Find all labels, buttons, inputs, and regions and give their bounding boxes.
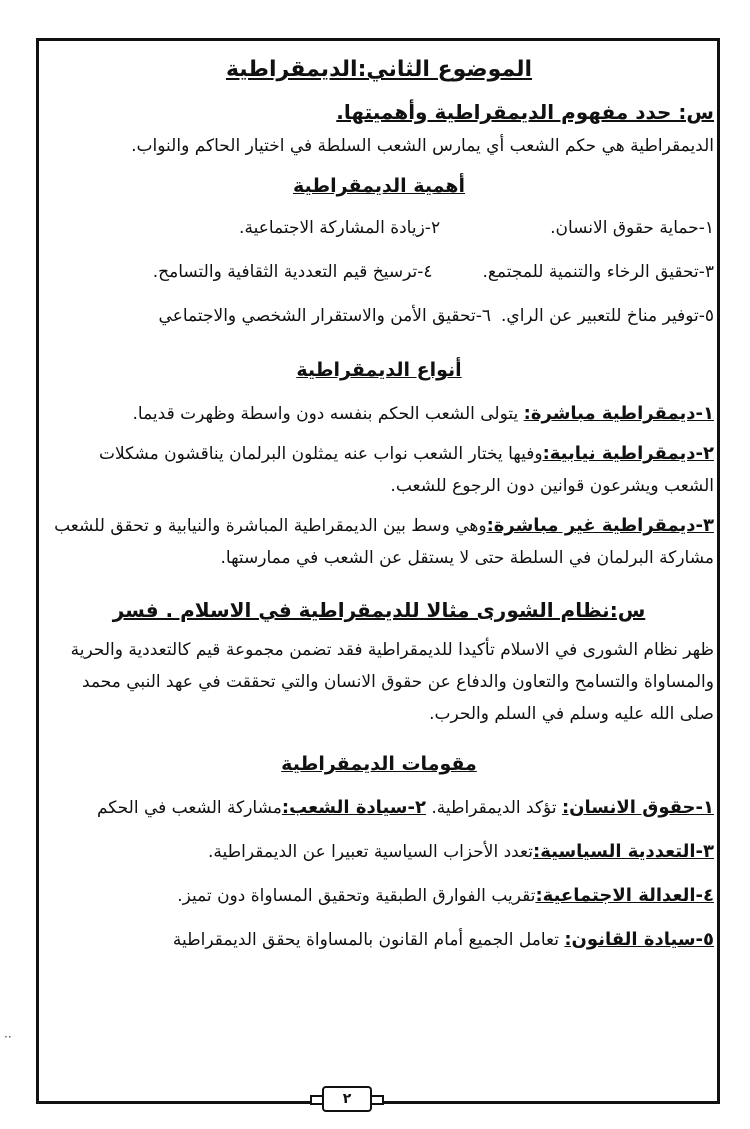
type-item [44,510,714,574]
importance-heading: أهمية الديمقراطية [293,175,465,197]
type-term: ٣-ديمقراطية غير مباشرة: [486,515,714,536]
type-text: يتولى الشعب الحكم بنفسه دون واسطة وظهرت قديما. [132,404,524,424]
question-2: س:نظام الشورى مثالا للديمقراطية في الاسلام . فسر [112,598,646,622]
question-1: س: حدد مفهوم الديمقراطية وأهميتها. [336,100,714,124]
pillars-heading: مقومات الديمقراطية [281,753,477,775]
type-item [44,438,714,502]
importance-row-2 [44,250,714,294]
page-title: الموضوع الثاني:الديمقراطية [225,57,533,82]
importance-item: ٣-تحقيق الرخاء والتنمية للمجتمع. [482,262,714,282]
definition-text: الديمقراطية هي حكم الشعب أي يمارس الشعب السلطة في اختيار الحاكم والنواب. [131,136,714,156]
type-term: ١-ديمقراطية مباشرة: [523,403,714,424]
pillar-term: ١-حقوق الانسان: [561,797,714,818]
type-text: وهي وسط بين الديمقراطية المباشرة والنيابية و تحقق للشعب مشاركة البرلمان في السلطة حتى لا يستقل عن الشعب في ممارستها. [54,516,714,568]
pillar-text: تعدد الأحزاب السياسية تعبيرا عن الديمقراطية. [208,842,533,862]
importance-item: ١-حماية حقوق الانسان. [550,218,714,238]
pillar-item [44,792,714,824]
pillar-text: تعامل الجميع أمام القانون بالمساواة يحقق الديمقراطية [172,930,565,950]
type-text: وفيها يختار الشعب نواب عنه يمثلون البرلمان يناقشون مشكلات الشعب ويشرعون قوانين دون الرجوع للشعب. [98,444,714,496]
pillar-text: مشاركة الشعب في الحكم [96,798,282,818]
importance-item: ٤-ترسيخ قيم التعددية الثقافية والتسامح. [152,262,433,282]
type-term: ٢-ديمقراطية نيابية: [542,443,714,464]
importance-row-3 [44,294,714,338]
importance-item: ٢-زيادة المشاركة الاجتماعية. [239,218,441,238]
document-page [44,44,714,1094]
pillar-term: ٣-التعددية السياسية: [533,841,714,862]
pillar-term: ٢-سيادة الشعب: [281,797,426,818]
pillar-item [44,924,714,956]
importance-item: ٥-توفير مناخ للتعبير عن الراي. [500,306,714,326]
types-heading: أنواع الديمقراطية [296,359,462,381]
scan-mark: ·· [4,1030,12,1044]
pillar-term: ٥-سيادة القانون: [564,929,714,950]
page-number: ٢ [322,1086,372,1112]
pillar-text: تؤكد الديمقراطية. [425,798,562,818]
type-item [44,398,714,430]
pillar-term: ٤-العدالة الاجتماعية: [535,885,714,906]
importance-row-1 [44,206,714,250]
answer-text: ظهر نظام الشورى في الاسلام تأكيدا للديمقراطية فقد تضمن مجموعة قيم كالتعددية والحرية والمساواة والتسامح والتعاون والدفاع عن حقوق الانسان والتي تحققت في عهد النبي محمد صلى الله عليه وسلم في السلم والحرب. [70,640,714,724]
importance-item: ٦-تحقيق الأمن والاستقرار الشخصي والاجتماعي [158,306,491,326]
pillar-text: تقريب الفوارق الطبقية وتحقيق المساواة دون تميز. [177,886,536,906]
pillar-item [44,836,714,868]
pillar-item [44,880,714,912]
